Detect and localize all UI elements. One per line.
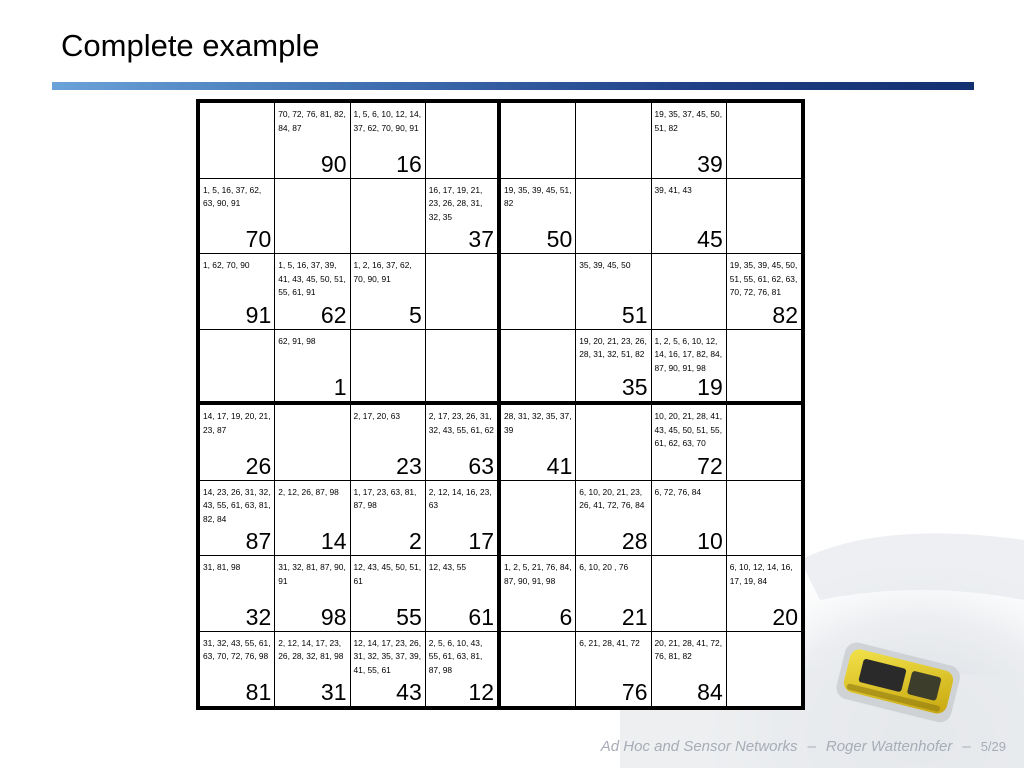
cell-candidates: 2, 17, 23, 26, 31, 32, 43, 55, 61, 62 <box>428 411 494 435</box>
cell-candidates: 14, 17, 19, 20, 21, 23, 87 <box>203 411 271 435</box>
cell-number: 76 <box>621 679 648 705</box>
grid-cell <box>200 179 274 254</box>
cell-number: 72 <box>697 452 723 479</box>
grid-cell <box>275 254 349 329</box>
cell-number: 10 <box>697 528 723 554</box>
slide-title: Complete example <box>61 28 320 63</box>
cell-number: 5 <box>408 301 422 328</box>
grid-cell <box>652 103 726 178</box>
cell-candidates: 1, 5, 16, 37, 39, 41, 43, 45, 50, 51, 55, 61, 91 <box>278 260 346 297</box>
cell-candidates: 14, 23, 26, 31, 32, 43, 55, 61, 63, 81, 82, 84 <box>203 486 271 524</box>
cell-candidates: 31, 32, 43, 55, 61, 63, 70, 72, 76, 98 <box>203 637 271 661</box>
grid-cell <box>652 254 726 329</box>
cell-number: 98 <box>320 603 347 630</box>
cell-candidates: 19, 35, 39, 45, 50, 51, 55, 61, 62, 63, 70, 72, 76, 81 <box>729 260 798 297</box>
grid-cell <box>652 330 726 405</box>
cell-number: 43 <box>396 679 422 705</box>
cell-number: 91 <box>245 301 272 328</box>
cell-number: 6 <box>559 603 573 630</box>
grid-cell <box>727 254 801 329</box>
footer-page-number: 5/29 <box>980 739 1006 754</box>
grid-cell <box>200 632 274 707</box>
grid-cell <box>426 179 500 254</box>
grid-cell <box>351 330 425 405</box>
grid-cell <box>426 556 500 631</box>
grid-cell <box>351 481 425 556</box>
grid-cell <box>200 254 274 329</box>
grid-cell <box>652 179 726 254</box>
cell-candidates: 70, 72, 76, 81, 82, 84, 87 <box>278 109 346 133</box>
cell-number: 35 <box>621 374 648 400</box>
grid-cell <box>275 405 349 480</box>
grid-cell <box>200 405 274 480</box>
cell-candidates: 12, 43, 45, 50, 51, 61 <box>353 562 422 586</box>
footer-course: Ad Hoc and Sensor Networks <box>600 738 798 755</box>
grid-cell <box>727 481 801 556</box>
grid-cell <box>501 330 575 405</box>
cell-candidates: 35, 39, 45, 50 <box>579 260 631 270</box>
cell-number: 32 <box>245 603 272 630</box>
cell-candidates: 1, 2, 5, 21, 76, 84, 87, 90, 91, 98 <box>504 562 572 586</box>
cell-candidates: 10, 20, 21, 28, 41, 43, 45, 50, 51, 55, 61, 62, 63, 70 <box>654 411 723 448</box>
grid-cell <box>351 632 425 707</box>
grid-cell <box>576 405 650 480</box>
cell-number: 81 <box>245 679 272 705</box>
grid-cell <box>576 330 650 405</box>
title-underline-bar <box>52 82 974 90</box>
cell-number: 12 <box>468 679 494 705</box>
cell-number: 90 <box>320 150 347 177</box>
cell-candidates: 39, 41, 43 <box>654 184 692 195</box>
cell-number: 37 <box>468 226 494 252</box>
cell-candidates: 20, 21, 28, 41, 72, 76, 81, 82 <box>654 637 723 661</box>
cell-number: 70 <box>245 226 272 252</box>
grid-cell <box>351 405 425 480</box>
cell-number: 26 <box>245 452 272 479</box>
cell-candidates: 12, 43, 55 <box>428 562 467 572</box>
cell-candidates: 6, 10, 12, 14, 16, 17, 19, 84 <box>729 562 793 586</box>
grid-cell <box>426 405 500 480</box>
grid-cell <box>351 103 425 178</box>
cell-candidates: 2, 12, 26, 87, 98 <box>278 486 339 497</box>
cell-candidates: 62, 91, 98 <box>278 335 316 346</box>
grid-cell <box>576 179 650 254</box>
cell-candidates: 2, 12, 14, 16, 23, 63 <box>428 486 492 510</box>
cell-candidates: 1, 62, 70, 90 <box>203 260 250 270</box>
cell-candidates: 2, 17, 20, 63 <box>353 411 401 421</box>
grid-cell <box>727 330 801 405</box>
cell-number: 2 <box>408 528 422 554</box>
grid-cell <box>727 556 801 631</box>
grid-cell <box>275 330 349 405</box>
cell-candidates: 6, 72, 76, 84 <box>654 486 702 497</box>
cell-candidates: 19, 35, 39, 45, 51, 82 <box>504 184 572 208</box>
cell-number: 20 <box>772 603 798 630</box>
grid-cell <box>652 405 726 480</box>
cell-candidates: 2, 5, 6, 10, 43, 55, 61, 63, 81, 87, 98 <box>428 637 483 675</box>
grid-cell <box>501 481 575 556</box>
cell-number: 62 <box>320 301 347 328</box>
grid-cell <box>275 556 349 631</box>
cell-number: 1 <box>333 374 347 400</box>
footer-separator-2: – <box>962 738 971 755</box>
grid-cell <box>576 481 650 556</box>
cell-number: 31 <box>320 679 347 705</box>
grid-cell <box>501 632 575 707</box>
cell-number: 28 <box>621 528 648 554</box>
grid-cell <box>426 632 500 707</box>
grid-cell <box>501 556 575 631</box>
grid-cell <box>727 103 801 178</box>
cell-candidates: 1, 5, 6, 10, 12, 14, 37, 62, 70, 90, 91 <box>353 109 422 133</box>
cell-number: 84 <box>697 679 723 705</box>
cell-number: 55 <box>396 603 422 630</box>
cell-number: 17 <box>468 528 494 554</box>
sudoku-grid <box>196 99 805 710</box>
grid-cell <box>200 481 274 556</box>
grid-cell <box>576 103 650 178</box>
cell-candidates: 2, 12, 14, 17, 23, 26, 28, 32, 81, 98 <box>278 637 344 661</box>
grid-cell <box>727 179 801 254</box>
cell-number: 39 <box>697 150 723 177</box>
cell-number: 82 <box>772 301 798 328</box>
grid-cell <box>351 179 425 254</box>
cell-number: 50 <box>546 226 573 252</box>
grid-cell <box>652 632 726 707</box>
cell-number: 41 <box>546 452 573 479</box>
grid-cell <box>576 556 650 631</box>
slide-footer <box>601 738 1006 755</box>
cell-candidates: 16, 17, 19, 21, 23, 26, 28, 31, 32, 35 <box>428 184 483 222</box>
cell-number: 23 <box>396 452 422 479</box>
grid-cell <box>200 556 274 631</box>
grid-cell <box>652 556 726 631</box>
cell-candidates: 1, 2, 16, 37, 62, 70, 90, 91 <box>353 260 412 284</box>
cell-number: 87 <box>245 528 272 554</box>
grid-cell <box>200 103 274 178</box>
grid-cell <box>727 632 801 707</box>
grid-cell <box>652 481 726 556</box>
sudoku-grid-cells <box>200 103 801 706</box>
grid-cell <box>426 254 500 329</box>
grid-cell <box>275 632 349 707</box>
cell-number: 63 <box>468 452 494 479</box>
cell-candidates: 28, 31, 32, 35, 37, 39 <box>504 411 572 435</box>
cell-candidates: 31, 32, 81, 87, 90, 91 <box>278 562 346 586</box>
cell-number: 61 <box>468 603 494 630</box>
cell-candidates: 1, 5, 16, 37, 62, 63, 90, 91 <box>203 184 262 208</box>
cell-candidates: 6, 10, 20 , 76 <box>579 562 629 572</box>
footer-author: Roger Wattenhofer <box>825 738 953 755</box>
grid-cell <box>351 254 425 329</box>
grid-cell <box>501 405 575 480</box>
cell-candidates: 1, 17, 23, 63, 81, 87, 98 <box>353 486 417 510</box>
grid-cell <box>501 254 575 329</box>
cell-candidates: 31, 81, 98 <box>203 562 241 572</box>
grid-cell <box>576 254 650 329</box>
cell-candidates: 6, 10, 20, 21, 23, 26, 41, 72, 76, 84 <box>579 486 645 510</box>
grid-cell <box>275 103 349 178</box>
cell-number: 14 <box>320 528 347 554</box>
grid-cell <box>275 481 349 556</box>
cell-candidates: 12, 14, 17, 23, 26, 31, 32, 35, 37, 39, 41, 55, 61 <box>353 637 422 675</box>
cell-candidates: 1, 2, 5, 6, 10, 12, 14, 16, 17, 82, 84, 87, 90, 91, 98 <box>654 335 723 373</box>
grid-cell <box>426 103 500 178</box>
cell-candidates: 6, 21, 28, 41, 72 <box>579 637 640 648</box>
grid-cell <box>501 179 575 254</box>
grid-cell <box>501 103 575 178</box>
cell-number: 19 <box>697 374 723 400</box>
footer-separator: – <box>807 738 816 755</box>
cell-number: 51 <box>621 301 648 328</box>
grid-cell <box>200 330 274 405</box>
cell-number: 45 <box>697 226 723 252</box>
grid-cell <box>576 632 650 707</box>
grid-cell <box>275 179 349 254</box>
cell-number: 21 <box>621 603 648 630</box>
cell-candidates: 19, 35, 37, 45, 50, 51, 82 <box>654 109 723 133</box>
grid-cell <box>351 556 425 631</box>
grid-cell <box>426 330 500 405</box>
grid-cell <box>426 481 500 556</box>
grid-cell <box>727 405 801 480</box>
cell-number: 16 <box>396 150 422 177</box>
cell-candidates: 19, 20, 21, 23, 26, 28, 31, 32, 51, 82 <box>579 335 647 359</box>
